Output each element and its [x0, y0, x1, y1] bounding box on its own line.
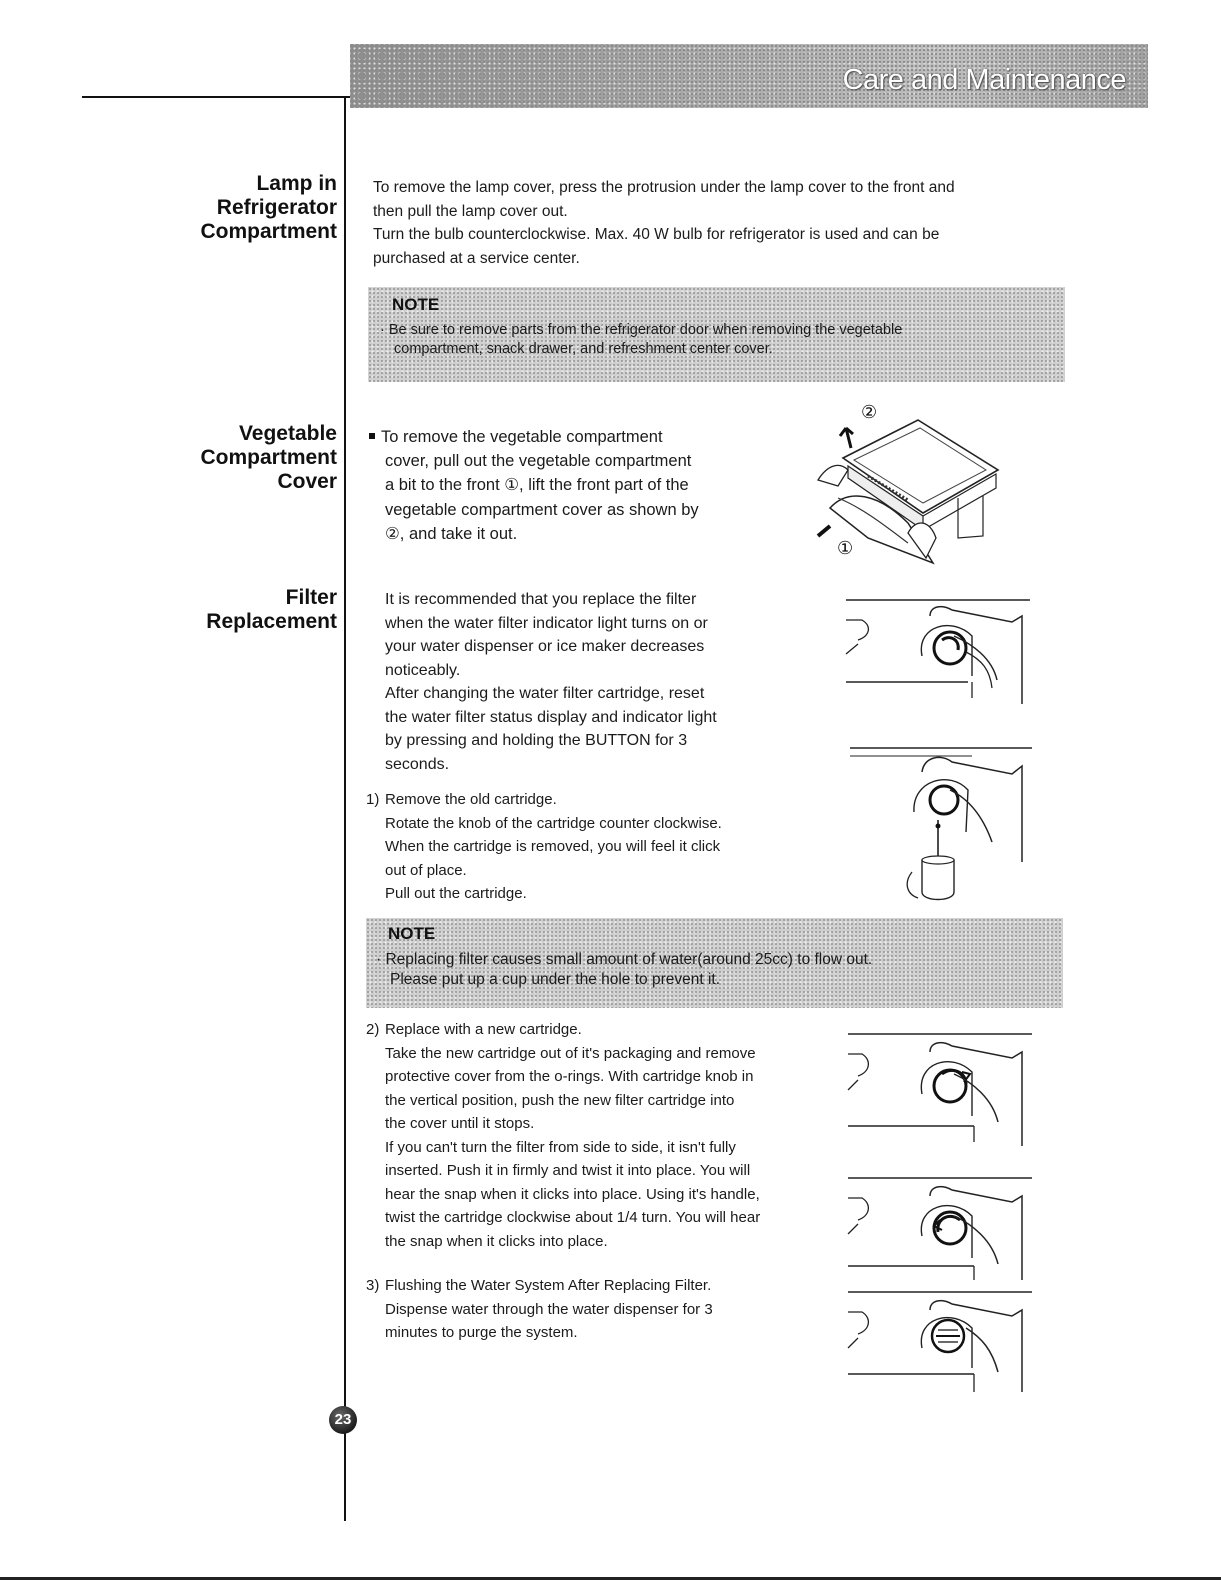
vegetable-instructions: To remove the vegetable compartment cover, pull out the vegetable compartment a bit to the front ①, lift the front part of the vegetable compartment cover as shown by ②, and take it out.: [369, 425, 789, 546]
note-title: NOTE: [392, 295, 440, 314]
page-bottom-rule: [0, 1577, 1221, 1580]
header-banner: [350, 44, 1148, 108]
note-text: · Be sure to remove parts from the refrigerator door when removing the vegetable compartment, snack drawer, and refreshment center cover.: [380, 322, 903, 357]
bullet-icon: [369, 433, 375, 439]
lamp-instructions: To remove the lamp cover, press the protrusion under the lamp cover to the front and then pull the lamp cover out. Turn the bulb counterclockwise. Max. 40 W bulb for refrigerator is used and can be purchased at a service center.: [373, 179, 955, 267]
svg-text:②: ②: [861, 402, 878, 422]
filter-illustration-4: [842, 1174, 1037, 1284]
page-header-title: Care and Maintenance: [842, 64, 1126, 96]
filter-illustration-3: [842, 1030, 1037, 1150]
vegetable-cover-illustration: [808, 398, 1008, 573]
filter-illustration-2: [842, 742, 1037, 907]
note-box-parts: [368, 287, 1065, 382]
filter-illustration-1: [842, 596, 1037, 706]
svg-text:①: ①: [837, 538, 854, 558]
note-title: NOTE: [388, 924, 436, 943]
page-number-badge: 23: [329, 1406, 357, 1434]
section-title-filter: Filter Replacement: [206, 586, 337, 633]
note-box-water: [366, 918, 1063, 1008]
filter-step-1: 1) Remove the old cartridge. Rotate the knob of the cartridge counter clockwise. When the cartridge is removed, you will feel it click out of place. Pull out the cartridge.: [366, 791, 722, 902]
filter-intro: It is recommended that you replace the filter when the water filter indicator light turns on or your water dispenser or ice maker decreases noticeably. After changing the water filter cartridge, reset the water filter status display and indicator light by pressing and holding the BUTTON for 3 seconds.: [385, 591, 717, 773]
header-rule: [82, 96, 350, 98]
filter-illustration-5: [842, 1288, 1037, 1398]
filter-step-3: 3) Flushing the Water System After Replacing Filter. Dispense water through the water dispenser for 3 minutes to purge the system.: [366, 1277, 713, 1341]
section-title-lamp: Lamp in Refrigerator Compartment: [200, 172, 337, 243]
filter-step-2: 2) Replace with a new cartridge. Take the new cartridge out of it's packaging and remove protective cover from the o-rings. With cartridge knob in the vertical position, push the new filter cartridge into the cover until it stops. If you can't turn the filter from side to side, it isn't fully inserted. Push it in firmly and twist it into place. You will hear the snap when it clicks into place. Using it's handle, twist the cartridge clockwise about 1/4 turn. You will hear the snap when it clicks into place.: [366, 1021, 761, 1250]
vertical-divider: [344, 96, 346, 1521]
note-text: · Replacing filter causes small amount of water(around 25cc) to flow out. Please put up a cup under the hole to prevent it.: [376, 951, 873, 988]
section-title-vegetable: Vegetable Compartment Cover: [200, 422, 337, 493]
